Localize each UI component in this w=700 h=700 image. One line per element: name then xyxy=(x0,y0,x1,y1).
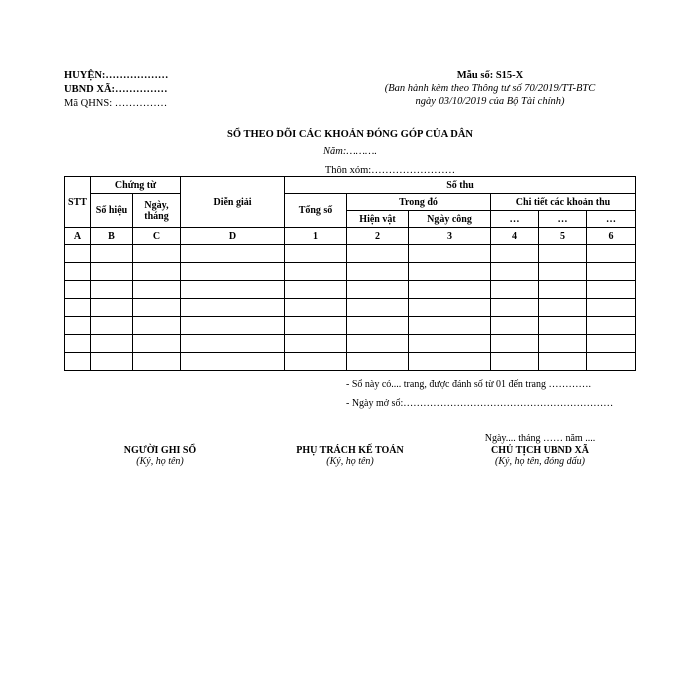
document-title: SỔ THEO DÕI CÁC KHOẢN ĐÓNG GÓP CỦA DÂN xyxy=(227,129,473,140)
table-cell xyxy=(181,245,285,263)
table-cell xyxy=(587,281,636,299)
col-voucher-no: Số hiệu xyxy=(91,194,133,228)
table-row xyxy=(65,299,636,317)
table-cell xyxy=(133,335,181,353)
table-cell xyxy=(409,317,491,335)
table-row xyxy=(65,281,636,299)
ledger-table xyxy=(64,176,636,371)
code-cell: 2 xyxy=(347,228,409,245)
year-line: Năm:………. xyxy=(323,146,377,157)
table-cell xyxy=(181,353,285,371)
col-voucher: Chứng từ xyxy=(91,177,181,194)
qhns-line: Mã QHNS: …………… xyxy=(64,98,168,109)
table-cell xyxy=(285,245,347,263)
signature-title: PHỤ TRÁCH KẾ TOÁN xyxy=(296,445,404,456)
table-cell xyxy=(91,299,133,317)
code-cell: D xyxy=(181,228,285,245)
table-cell xyxy=(491,245,539,263)
table-cell xyxy=(409,281,491,299)
col-revenue: Số thu xyxy=(285,177,636,194)
date-line: Ngày.... tháng …… năm .... xyxy=(484,433,596,444)
col-detail-1: … xyxy=(491,211,539,228)
table-cell xyxy=(133,281,181,299)
table-cell xyxy=(409,353,491,371)
table-cell xyxy=(409,245,491,263)
table-cell xyxy=(539,263,587,281)
table-cell xyxy=(587,317,636,335)
col-of-which: Trong đó xyxy=(347,194,491,211)
table-cell xyxy=(65,317,91,335)
table-cell xyxy=(181,335,285,353)
table-cell xyxy=(285,299,347,317)
table-cell xyxy=(91,317,133,335)
table-cell xyxy=(133,299,181,317)
table-cell xyxy=(65,245,91,263)
col-total: Tổng số xyxy=(285,194,347,228)
table-cell xyxy=(91,245,133,263)
table-cell xyxy=(285,335,347,353)
col-description: Diễn giải xyxy=(181,177,285,228)
table-cell xyxy=(587,353,636,371)
code-cell: 5 xyxy=(539,228,587,245)
col-detail-3: … xyxy=(587,211,636,228)
signature-title: CHỦ TỊCH UBND XÃ xyxy=(491,445,589,456)
table-cell xyxy=(491,281,539,299)
table-cell xyxy=(133,245,181,263)
empty-rows xyxy=(65,245,636,371)
table-cell xyxy=(347,335,409,353)
table-cell xyxy=(285,281,347,299)
signature-note: (Ký, họ tên, đóng dấu) xyxy=(495,456,585,467)
commune-line: UBND XÃ:…………… xyxy=(64,84,168,95)
code-cell: 1 xyxy=(285,228,347,245)
table-cell xyxy=(587,245,636,263)
pages-note: - Sổ này có.... trang, được đánh số từ 01 đến trang …………. xyxy=(346,379,591,390)
table-cell xyxy=(181,317,285,335)
table-cell xyxy=(347,353,409,371)
table-cell xyxy=(539,353,587,371)
table-cell xyxy=(539,317,587,335)
issued-by-line-2: ngày 03/10/2019 của Bộ Tài chính) xyxy=(415,96,565,107)
table-cell xyxy=(347,263,409,281)
form-code: Mẫu số: S15-X xyxy=(456,70,524,81)
table-cell xyxy=(491,353,539,371)
table-cell xyxy=(91,335,133,353)
signature-note: (Ký, họ tên) xyxy=(136,456,184,467)
table-row xyxy=(65,335,636,353)
table-cell xyxy=(347,299,409,317)
table-cell xyxy=(491,263,539,281)
issued-by-line-1: (Ban hành kèm theo Thông tư số 70/2019/TT-BTC xyxy=(384,83,596,94)
signature-recorder xyxy=(80,445,240,467)
table-cell xyxy=(285,263,347,281)
code-cell: 6 xyxy=(587,228,636,245)
signature-chairman xyxy=(455,445,625,467)
table-cell xyxy=(409,335,491,353)
table-cell xyxy=(587,335,636,353)
table-cell xyxy=(181,299,285,317)
table-cell xyxy=(285,317,347,335)
table-cell xyxy=(347,317,409,335)
table-row xyxy=(65,353,636,371)
table-cell xyxy=(539,245,587,263)
code-cell: A xyxy=(65,228,91,245)
table-cell xyxy=(587,263,636,281)
signature-title: NGƯỜI GHI SỔ xyxy=(123,445,197,456)
table-cell xyxy=(133,263,181,281)
table-cell xyxy=(65,335,91,353)
table-row xyxy=(65,317,636,335)
table-cell xyxy=(539,299,587,317)
table-cell xyxy=(409,263,491,281)
code-cell: B xyxy=(91,228,133,245)
signature-accountant xyxy=(260,445,440,467)
column-code-row xyxy=(65,228,636,245)
code-cell: C xyxy=(133,228,181,245)
table-cell xyxy=(587,299,636,317)
signature-note: (Ký, họ tên) xyxy=(326,456,374,467)
table-cell xyxy=(539,335,587,353)
table-cell xyxy=(347,281,409,299)
code-cell: 3 xyxy=(409,228,491,245)
opened-note: - Ngày mở sổ:……………………………………………………… xyxy=(346,398,614,409)
table-cell xyxy=(181,263,285,281)
table-cell xyxy=(65,281,91,299)
table-cell xyxy=(491,317,539,335)
col-voucher-date: Ngày, tháng xyxy=(133,194,181,228)
col-in-kind: Hiện vật xyxy=(347,211,409,228)
table-row xyxy=(65,245,636,263)
table-cell xyxy=(285,353,347,371)
col-detail: Chi tiết các khoản thu xyxy=(491,194,636,211)
table-cell xyxy=(409,299,491,317)
table-cell xyxy=(133,317,181,335)
code-cell: 4 xyxy=(491,228,539,245)
table-cell xyxy=(491,335,539,353)
table-cell xyxy=(91,263,133,281)
col-workdays: Ngày công xyxy=(409,211,491,228)
table-cell xyxy=(181,281,285,299)
table-cell xyxy=(65,299,91,317)
col-detail-2: … xyxy=(539,211,587,228)
table-cell xyxy=(347,245,409,263)
col-stt: STT xyxy=(65,177,91,228)
hamlet-line: Thôn xóm:…………………… xyxy=(324,165,456,176)
table-cell xyxy=(91,281,133,299)
table-cell xyxy=(65,353,91,371)
district-line: HUYỆN:……………… xyxy=(64,70,169,81)
header-right xyxy=(380,69,600,108)
table-row xyxy=(65,263,636,281)
table-cell xyxy=(133,353,181,371)
header-left xyxy=(64,69,168,111)
table-cell xyxy=(91,353,133,371)
table-cell xyxy=(65,263,91,281)
table-cell xyxy=(539,281,587,299)
table-cell xyxy=(491,299,539,317)
